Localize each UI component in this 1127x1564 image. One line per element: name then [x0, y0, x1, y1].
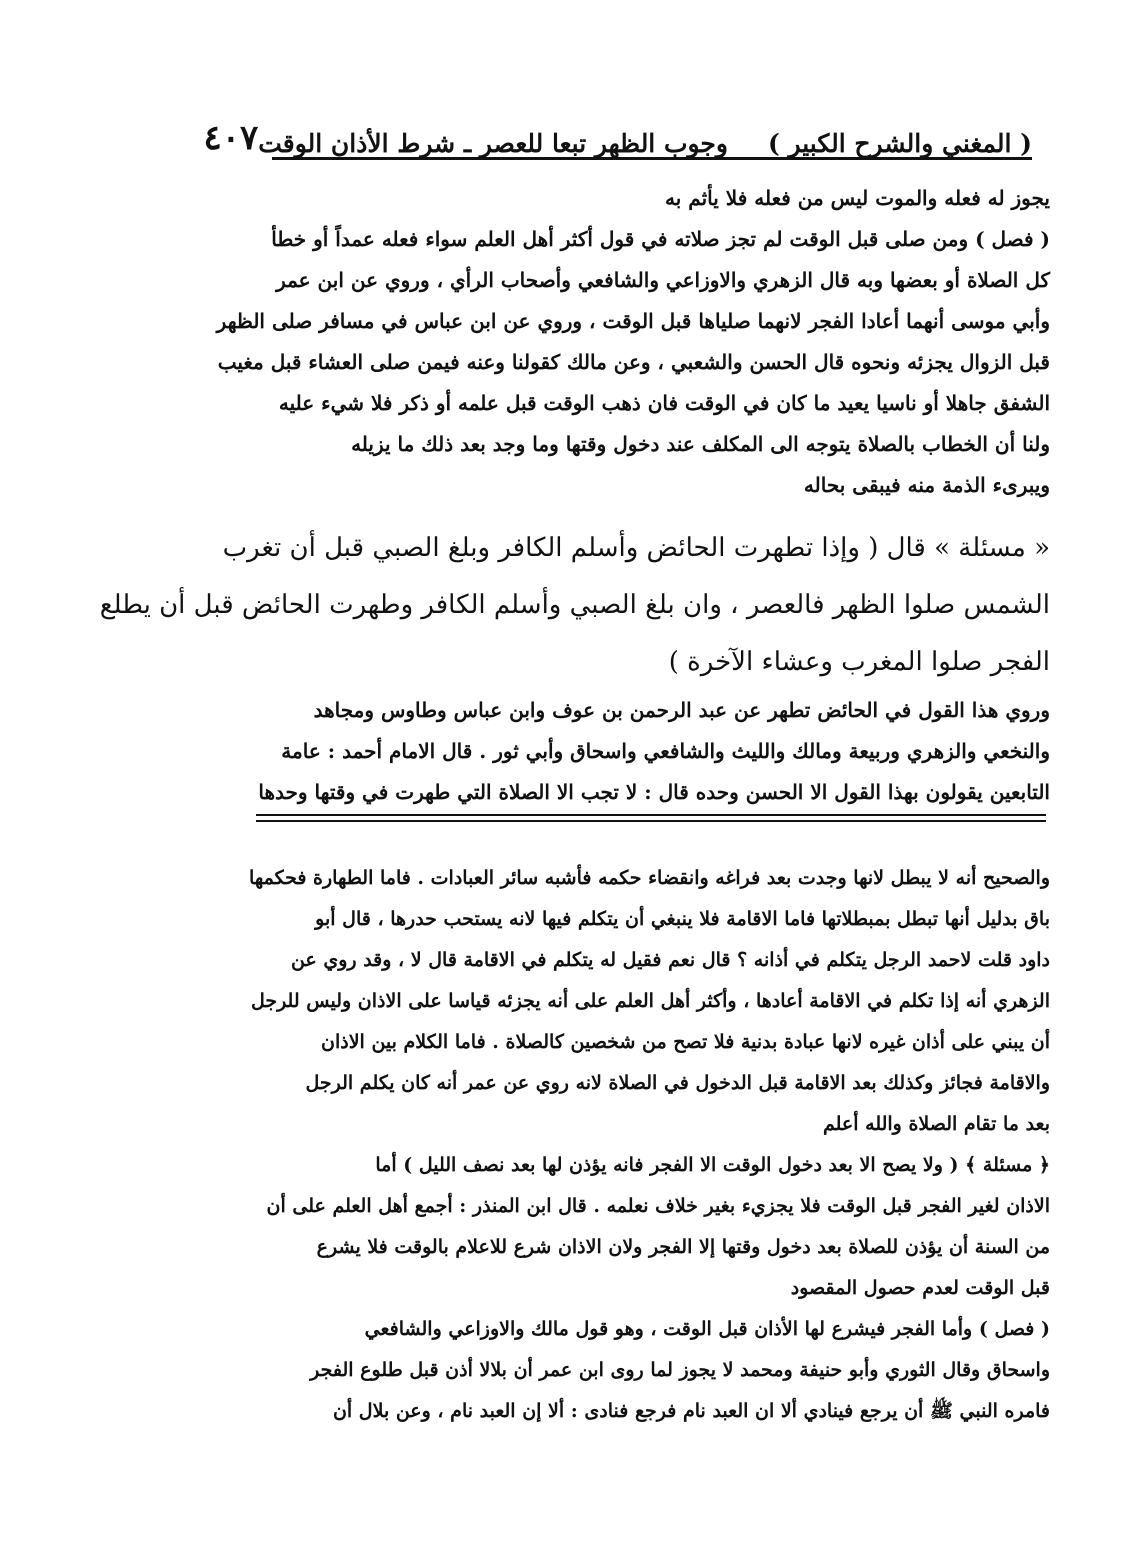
main-text-line: وروي هذا القول في الحائض تطهر عن عبد الرحمن بن عوف وابن عباس وطاوس ومجاهد — [313, 698, 1050, 722]
commentary-line: والصحيح أنه لا يبطل لانها وجدت بعد فراغه وانقضاء حكمه فأشبه سائر العبادات . فاما الطهارة فحكمها — [249, 867, 1050, 889]
matn-line: « مسئلة » قال ( وإذا تطهرت الحائض وأسلم الكافر وبلغ الصبي قبل أن تغرب — [222, 533, 1050, 563]
header-rule — [272, 157, 1032, 160]
commentary-line: بعد ما تقام الصلاة والله أعلم — [822, 1113, 1050, 1135]
book-title: ( المغني والشرح الكبير ) — [767, 129, 1032, 158]
commentary-line: قبل الوقت لعدم حصول المقصود — [790, 1277, 1050, 1299]
commentary-line: الاذان لغير الفجر قبل الوقت فلا يجزيء بغير خلاف نعلمه . قال ابن المنذر : أجمع أهل العلم على أن — [266, 1195, 1050, 1217]
main-text-line: قبل الزوال يجزئه ونحوه قال الحسن والشعبي ، وعن مالك كقولنا وعنه فيمن صلى العشاء قبل مغيب — [217, 350, 1050, 374]
commentary-line: الزهري أنه إذا تكلم في الاقامة أعادها ، وأكثر أهل العلم على أنه يجزئه قياسا على الاذان وليس للرجل — [250, 990, 1050, 1012]
matn-line: الشمس صلوا الظهر فالعصر ، وان بلغ الصبي وأسلم الكافر وطهرت الحائض قبل أن يطلع — [99, 590, 1050, 620]
matn-text-block — [99, 520, 1050, 691]
main-text-line: والنخعي والزهري وربيعة ومالك والليث والشافعي واسحاق وأبي ثور . قال الامام أحمد : عامة — [281, 739, 1050, 763]
main-text-block — [216, 178, 1050, 506]
commentary-line: والاقامة فجائز وكذلك بعد الاقامة قبل الدخول في الصلاة لانه روي عن عمر أنه كان يكلم الرجل — [305, 1072, 1050, 1094]
main-text-line: يجوز له فعله والموت ليس من فعله فلا يأثم به — [665, 186, 1050, 210]
matn-line: الفجر صلوا المغرب وعشاء الآخرة ) — [668, 647, 1050, 677]
commentary-line: ﴿ مسئلة ﴾ ( ولا يصح الا بعد دخول الوقت الا الفجر فانه يؤذن لها بعد نصف الليل ) أما — [375, 1154, 1050, 1176]
main-text-line: التابعين يقولون بهذا القول الا الحسن وحده قال : لا تجب الا الصلاة التي طهرت في وقتها وحدها — [258, 780, 1050, 804]
main-text-line: الشفق جاهلا أو ناسيا يعيد ما كان في الوقت فان ذهب الوقت قبل علمه أو ذكر فلا شيء عليه — [278, 391, 1050, 415]
commentary-line: داود قلت لاحمد الرجل يتكلم في أذانه ؟ قال نعم فقيل له يتكلم في الاقامة قال لا ، وقد روي عن — [290, 949, 1050, 971]
commentary-line: أن يبني على أذان غيره لانها عبادة بدنية فلا تصح من شخصين كالصلاة . فاما الكلام بين الاذان — [321, 1031, 1050, 1053]
page-number: ٤٠٧ — [203, 118, 259, 158]
section-divider — [256, 814, 1046, 822]
main-text-line: وأبي موسى أنهما أعادا الفجر لانهما صلياها قبل الوقت ، وروي عن ابن عباس في مسافر صلى الظهر — [216, 309, 1050, 333]
main-text-line: ولنا أن الخطاب بالصلاة يتوجه الى المكلف عند دخول وقتها وما وجد بعد ذلك ما يزيله — [351, 432, 1050, 456]
main-text-line: ( فصل ) ومن صلى قبل الوقت لم تجز صلاته في قول أكثر أهل العلم سواء فعله عمداً أو خطأ — [271, 227, 1050, 251]
commentary-line: من السنة أن يؤذن للصلاة بعد دخول وقتها إلا الفجر ولان الاذان شرع للاعلام بالوقت فلا يشرع — [316, 1236, 1050, 1258]
running-header — [203, 110, 1032, 158]
commentary-text-block — [250, 858, 1050, 1432]
commentary-line: فامره النبي ﷺ أن يرجع فينادي ألا ان العبد نام فرجع فنادى : ألا إن العبد نام ، وعن بلال أن — [332, 1400, 1050, 1422]
commentary-line: واسحاق وقال الثوري وأبو حنيفة ومحمد لا يجوز لما روى ابن عمر أن بلالا أذن قبل طلوع الفجر — [310, 1359, 1050, 1381]
commentary-line: ( فصل ) وأما الفجر فيشرع لها الأذان قبل الوقت ، وهو قول مالك والاوزاعي والشافعي — [364, 1318, 1050, 1340]
header-topic: وجوب الظهر تبعا للعصر ـ شرط الأذان الوقت — [258, 129, 728, 158]
main-text-line: كل الصلاة أو بعضها وبه قال الزهري والاوزاعي والشافعي وأصحاب الرأي ، وروي عن ابن عمر — [276, 268, 1050, 292]
main-text-line: ويبرىء الذمة منه فيبقى بحاله — [803, 473, 1050, 497]
commentary-line: باق بدليل أنها تبطل بمبطلاتها فاما الاقامة فلا ينبغي أن يتكلم فيها لانه يستحب حدرها ، قال أبو — [315, 908, 1050, 930]
main-text-block-continued — [250, 690, 1050, 813]
